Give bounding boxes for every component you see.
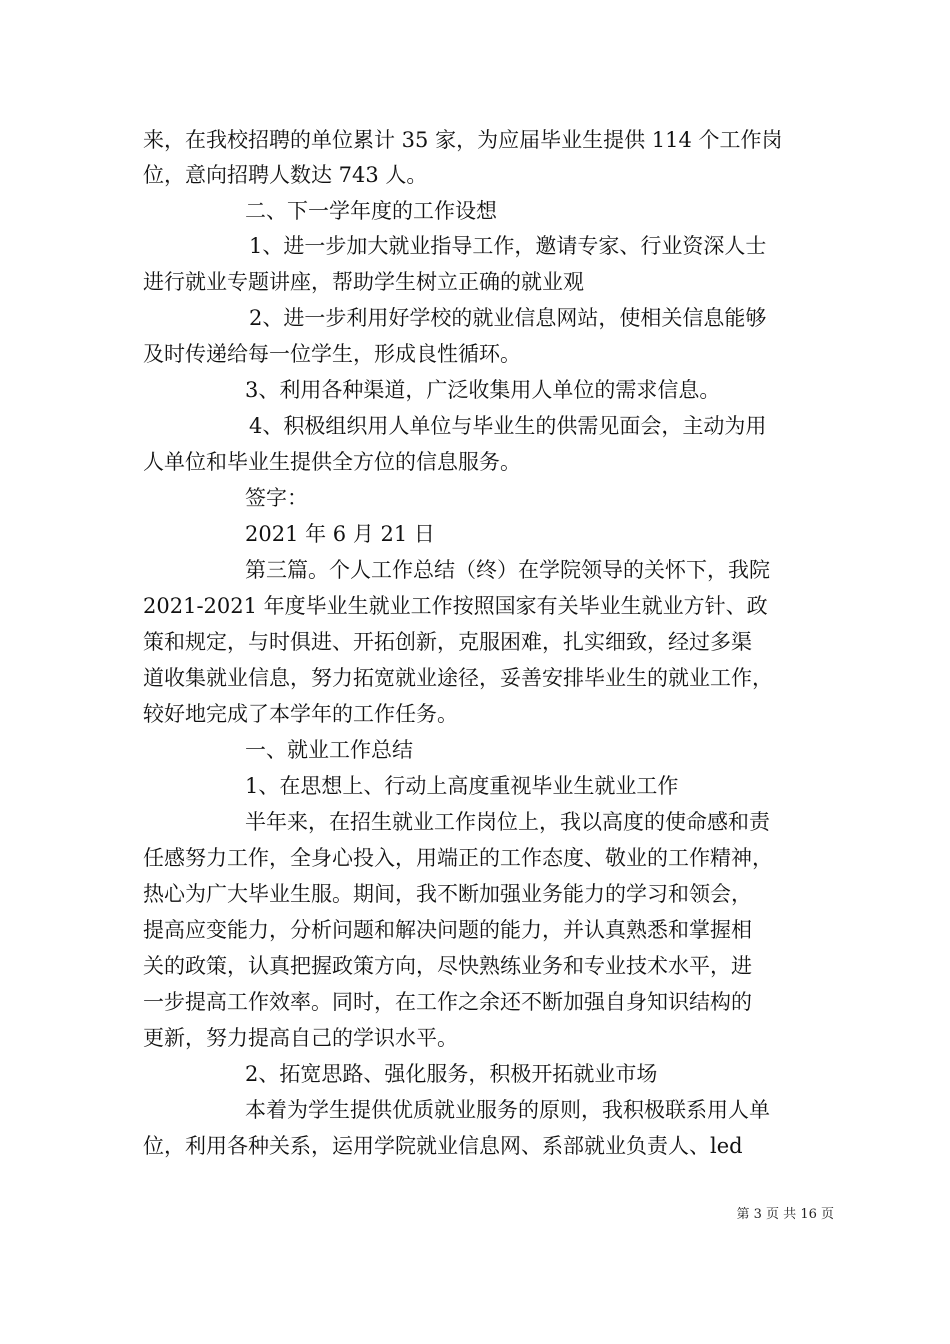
text-line: 3、利用各种渠道，广泛收集用人单位的需求信息。 [245, 378, 721, 402]
text-line: 及时传递给每一位学生，形成良性循环。 [143, 342, 521, 366]
text-line: 位，意向招聘人数达 743 人。 [143, 163, 428, 187]
text-line: 热心为广大毕业生服。期间，我不断加强业务能力的学习和领会， [143, 882, 752, 906]
text-line: 较好地完成了本学年的工作任务。 [143, 702, 458, 726]
text-line: 1、进一步加大就业指导工作，邀请专家、行业资深人士 [249, 234, 767, 258]
section-heading: 二、下一学年度的工作设想 [245, 199, 497, 223]
subsection-heading: 2、拓宽思路、强化服务，积极开拓就业市场 [245, 1062, 658, 1086]
text-line: 第三篇。个人工作总结（终）在学院领导的关怀下，我院 [245, 558, 770, 582]
text-line: 进行就业专题讲座，帮助学生树立正确的就业观 [143, 270, 584, 294]
date-line: 2021 年 6 月 21 日 [245, 522, 435, 546]
text-line: 人单位和毕业生提供全方位的信息服务。 [143, 450, 521, 474]
text-line: 来，在我校招聘的单位累计 35 家，为应届毕业生提供 114 个工作岗 [143, 128, 783, 152]
text-line: 一步提高工作效率。同时，在工作之余还不断加强自身知识结构的 [143, 990, 752, 1014]
text-line: 2021-2021 年度毕业生就业工作按照国家有关毕业生就业方针、政 [143, 594, 768, 618]
page-number-footer: 第 3 页 共 16 页 [736, 1207, 834, 1222]
text-line: 4、积极组织用人单位与毕业生的供需见面会，主动为用 [249, 414, 767, 438]
text-line: 提高应变能力，分析问题和解决问题的能力，并认真熟悉和掌握相 [143, 918, 752, 942]
text-line: 任感努力工作，全身心投入，用端正的工作态度、敬业的工作精神， [143, 846, 773, 870]
text-line: 2、进一步利用好学校的就业信息网站，使相关信息能够 [249, 306, 767, 330]
text-line: 本着为学生提供优质就业服务的原则，我积极联系用人单 [245, 1098, 770, 1122]
text-line: 更新，努力提高自己的学识水平。 [143, 1026, 458, 1050]
text-line: 策和规定，与时俱进、开拓创新，克服困难，扎实细致，经过多渠 [143, 630, 752, 654]
text-line: 道收集就业信息，努力拓宽就业途径，妥善安排毕业生的就业工作， [143, 666, 773, 690]
text-line: 半年来，在招生就业工作岗位上，我以高度的使命感和责 [245, 810, 770, 834]
subsection-heading: 1、在思想上、行动上高度重视毕业生就业工作 [245, 774, 679, 798]
text-line: 位，利用各种关系，运用学院就业信息网、系部就业负责人、led [143, 1134, 743, 1158]
text-line: 关的政策，认真把握政策方向，尽快熟练业务和专业技术水平，进 [143, 954, 752, 978]
signature-label: 签字： [245, 486, 308, 510]
section-heading: 一、就业工作总结 [245, 738, 413, 762]
